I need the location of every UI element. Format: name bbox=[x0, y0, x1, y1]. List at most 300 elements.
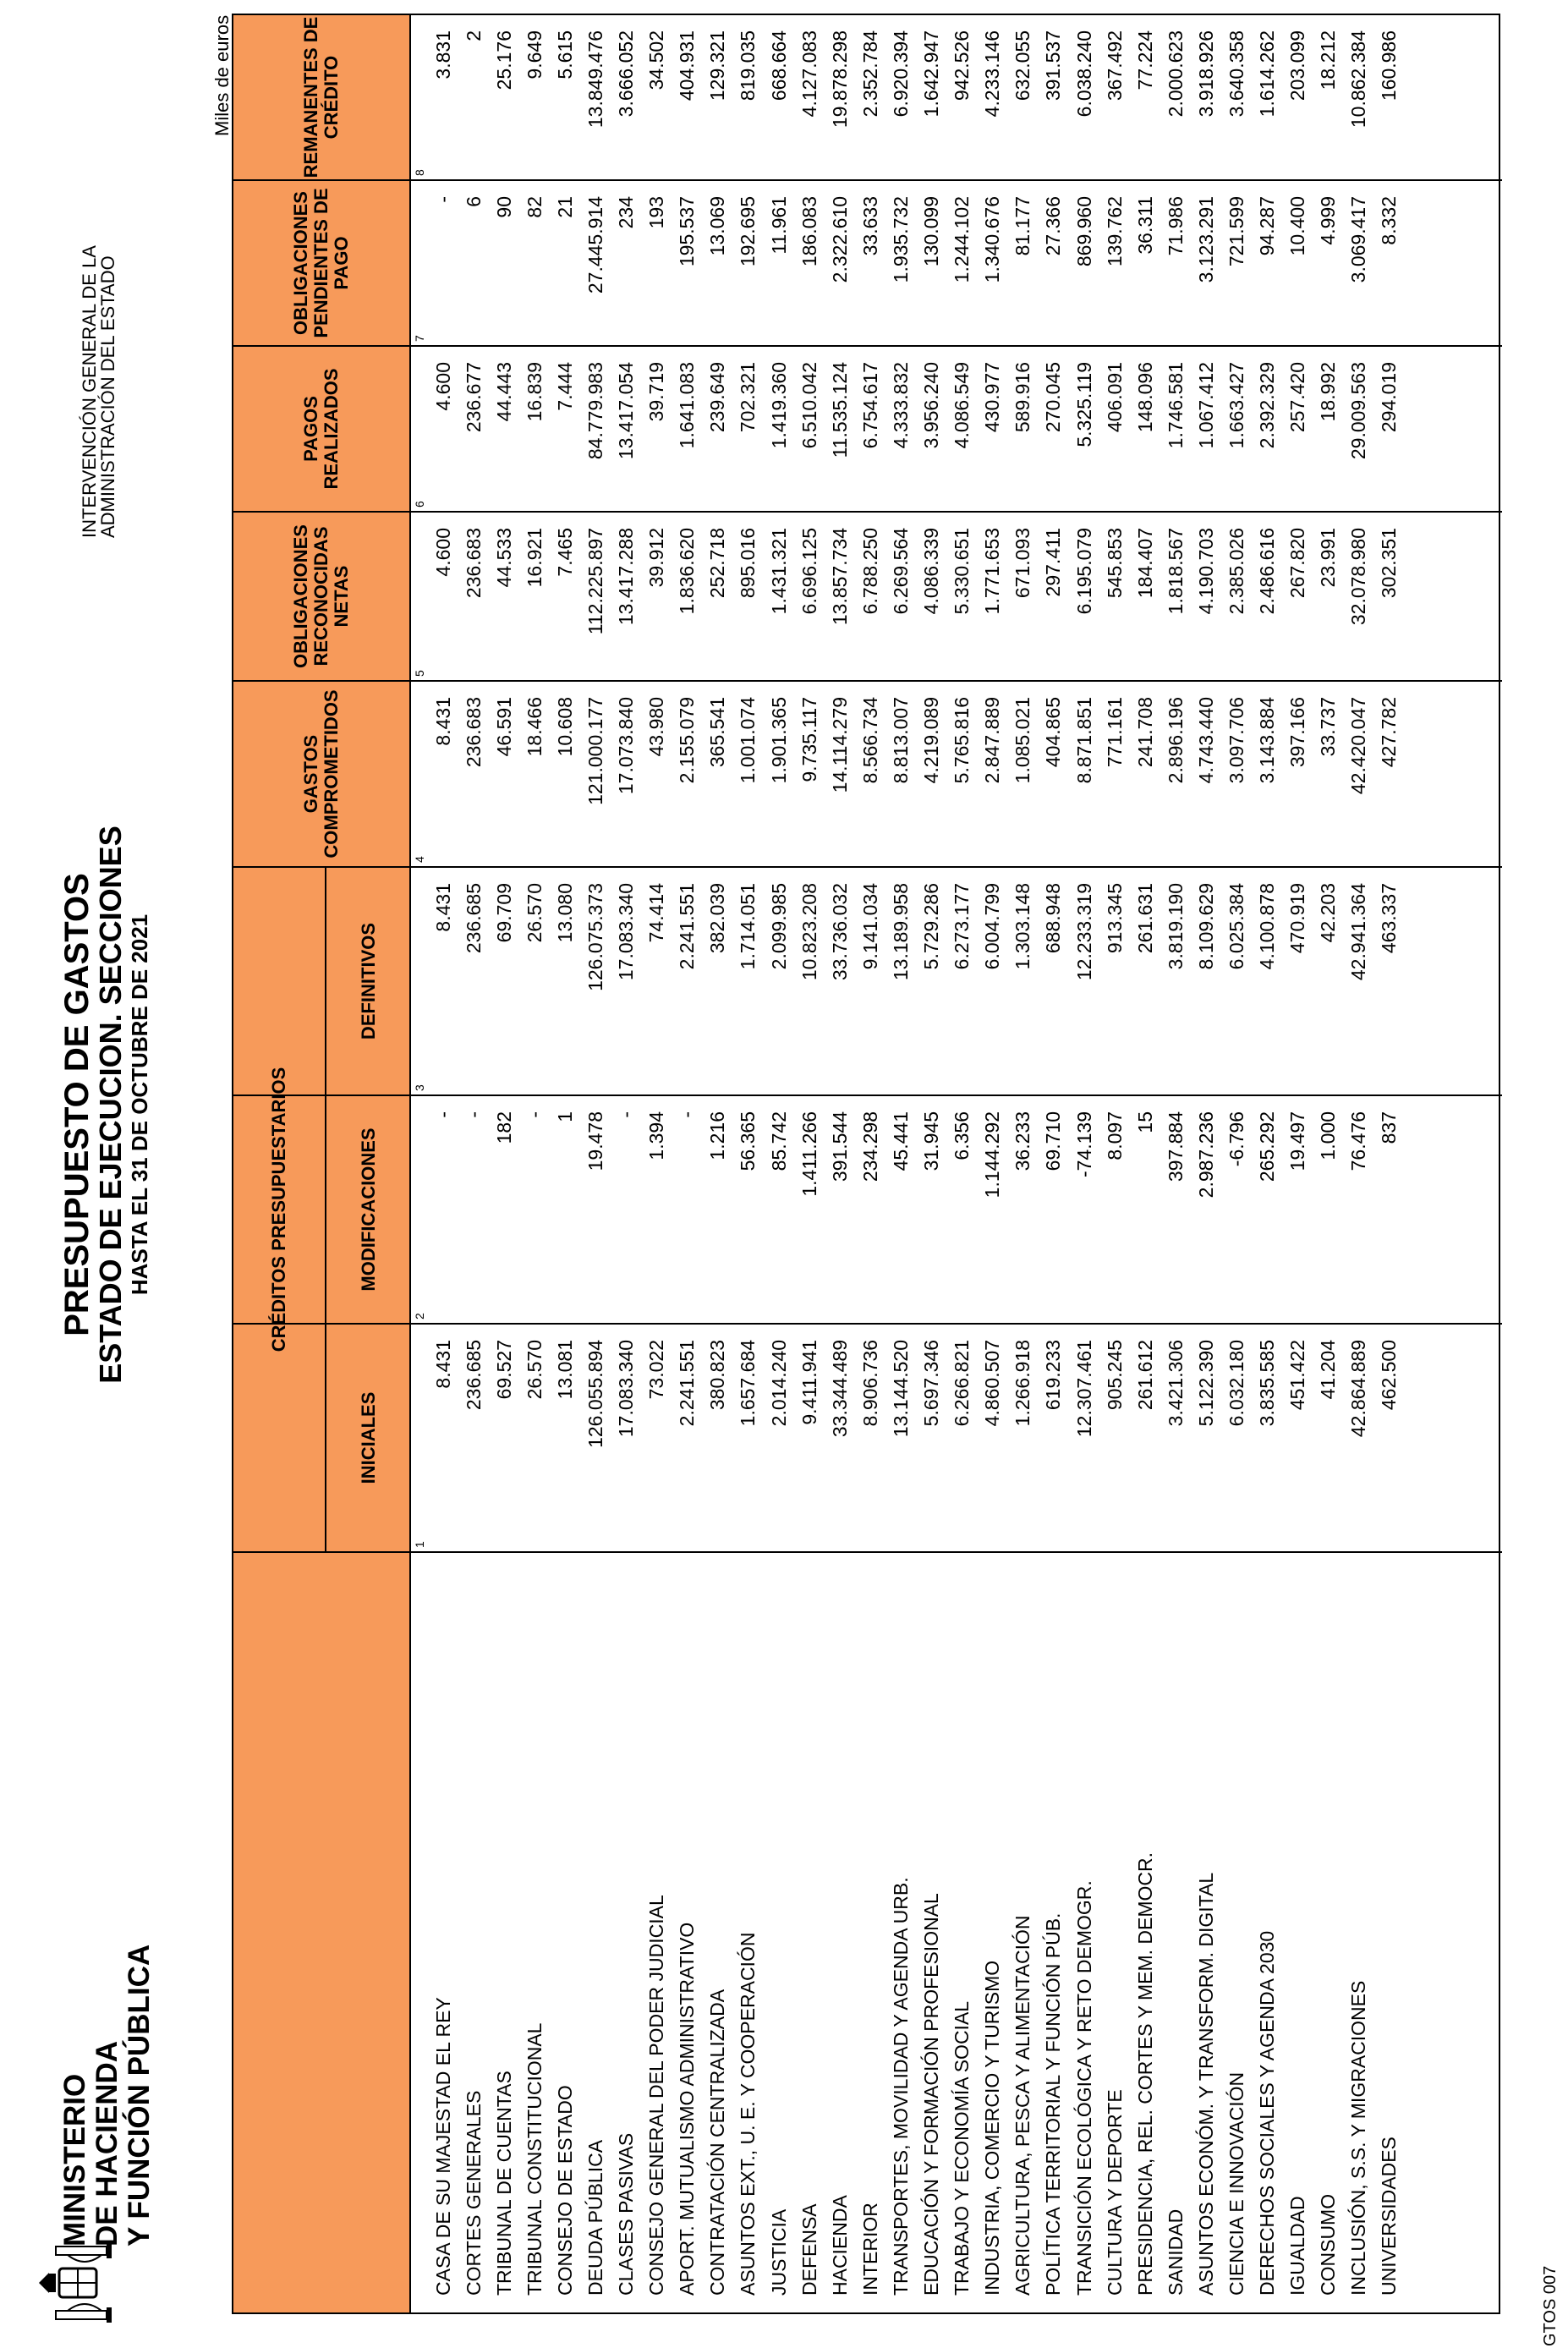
table-cell: 3.097.706 bbox=[1225, 697, 1247, 784]
section-name: HACIENDA bbox=[828, 2195, 851, 2296]
section-name: EDUCACIÓN Y FORMACIÓN PROFESIONAL bbox=[920, 1893, 943, 2296]
section-name: TRIBUNAL DE CUENTAS bbox=[492, 2071, 515, 2296]
table-cell: 2.322.610 bbox=[828, 196, 851, 283]
header-modificaciones: MODIFICACIONES bbox=[326, 1094, 411, 1323]
column-number: 8 bbox=[413, 169, 426, 176]
values-obligaciones-reconocidas bbox=[428, 513, 1405, 680]
table-cell: 1.836.620 bbox=[676, 528, 699, 615]
table-cell: 16.921 bbox=[523, 528, 546, 588]
table-cell: 44.533 bbox=[492, 528, 515, 588]
table-cell: 1.216 bbox=[706, 1111, 729, 1160]
section-name: CONSUMO bbox=[1317, 2193, 1340, 2296]
table-row bbox=[1221, 1553, 1252, 2312]
section-name: TRANSPORTES, MOVILIDAD Y AGENDA URB. bbox=[889, 1877, 912, 2296]
section-name-column bbox=[233, 1551, 1502, 2312]
table-cell: 2 bbox=[462, 30, 485, 41]
title-line-1: PRESUPUESTO DE GASTOS bbox=[58, 873, 96, 1336]
table-cell: - bbox=[523, 1111, 546, 1118]
table-cell: 267.820 bbox=[1286, 528, 1309, 599]
section-name: CONSEJO GENERAL DEL PODER JUDICIAL bbox=[645, 1895, 668, 2296]
table-row bbox=[1374, 1553, 1405, 2312]
section-name: IGUALDAD bbox=[1286, 2196, 1309, 2296]
table-cell: 391.544 bbox=[828, 1111, 851, 1182]
ministry-name bbox=[59, 1945, 156, 2247]
table-cell: 82 bbox=[523, 196, 546, 218]
header-iniciales: INICIALES bbox=[326, 1323, 411, 1551]
table-cell: 6.356 bbox=[951, 1111, 973, 1160]
table-cell: 427.782 bbox=[1378, 697, 1401, 768]
table-cell: 13.417.054 bbox=[615, 362, 638, 460]
table-cell: 8.871.851 bbox=[1072, 697, 1095, 784]
table-cell: 81.177 bbox=[1012, 196, 1034, 256]
section-name: DEFENSA bbox=[798, 2203, 820, 2296]
values-iniciales bbox=[428, 1325, 1405, 1551]
table-cell: 69.710 bbox=[1042, 1111, 1065, 1171]
table-cell: 42.864.889 bbox=[1347, 1340, 1370, 1438]
table-cell: 148.096 bbox=[1133, 362, 1156, 433]
table-cell: 3.918.926 bbox=[1194, 30, 1217, 118]
section-name: UNIVERSIDADES bbox=[1378, 2137, 1401, 2296]
table-row bbox=[947, 1553, 978, 2312]
table-cell: 41.204 bbox=[1317, 1340, 1340, 1400]
table-row bbox=[428, 1553, 458, 2312]
table-cell: 4.190.703 bbox=[1194, 528, 1217, 615]
table-cell: 589.916 bbox=[1012, 362, 1034, 433]
table-cell: 19.497 bbox=[1286, 1111, 1309, 1171]
table-cell: 121.000.177 bbox=[584, 697, 607, 805]
table-cell: 270.045 bbox=[1042, 362, 1065, 433]
column-number: 1 bbox=[413, 1541, 426, 1548]
table-cell: 44.443 bbox=[492, 362, 515, 422]
table-cell: 126.075.373 bbox=[584, 883, 607, 991]
table-cell: 193 bbox=[645, 196, 668, 229]
table-cell: 6.754.617 bbox=[858, 362, 881, 449]
table-cell: 4.219.089 bbox=[920, 697, 943, 784]
table-row bbox=[733, 1553, 764, 2312]
table-cell: 1.340.676 bbox=[981, 196, 1004, 283]
table-cell: 33.736.032 bbox=[828, 883, 851, 981]
table-cell: 239.649 bbox=[706, 362, 729, 433]
table-row bbox=[917, 1553, 947, 2312]
section-name: TRIBUNAL CONSTITUCIONAL bbox=[523, 2022, 546, 2296]
table-cell: 6.510.042 bbox=[798, 362, 820, 449]
table-cell: - bbox=[615, 1111, 638, 1118]
table-cell: 668.664 bbox=[767, 30, 790, 101]
table-cell: 9.735.117 bbox=[798, 697, 820, 782]
execution-table bbox=[232, 14, 1500, 2314]
table-row bbox=[825, 1553, 855, 2312]
table-cell: 33.344.489 bbox=[828, 1340, 851, 1438]
table-row bbox=[978, 1553, 1008, 2312]
table-cell: 126.055.894 bbox=[584, 1340, 607, 1448]
table-cell: 3.640.358 bbox=[1225, 30, 1247, 118]
table-cell: 4.860.507 bbox=[981, 1340, 1004, 1427]
header-pagos-realizados bbox=[233, 347, 411, 511]
table-cell: 25.176 bbox=[492, 30, 515, 91]
table-cell: 71.986 bbox=[1164, 196, 1187, 256]
table-cell: 34.502 bbox=[645, 30, 668, 91]
column-number: 7 bbox=[413, 335, 426, 342]
table-cell: 13.857.734 bbox=[828, 528, 851, 626]
table-cell: 236.683 bbox=[462, 528, 485, 599]
table-cell: 294.019 bbox=[1378, 362, 1401, 433]
table-cell: 1.818.567 bbox=[1164, 528, 1187, 615]
table-cell: 45.441 bbox=[889, 1111, 912, 1171]
section-name: CORTES GENERALES bbox=[462, 2090, 485, 2296]
table-cell: 18.212 bbox=[1317, 30, 1340, 91]
table-cell: 16.839 bbox=[523, 362, 546, 422]
table-cell: 2.987.236 bbox=[1194, 1111, 1217, 1199]
table-cell: 236.683 bbox=[462, 697, 485, 768]
section-name: TRABAJO Y ECONOMÍA SOCIAL bbox=[951, 2000, 973, 2296]
table-cell: 10.862.384 bbox=[1347, 30, 1370, 129]
table-cell: 6.273.177 bbox=[951, 883, 973, 970]
table-row bbox=[458, 1553, 489, 2312]
units-label: Miles de euros bbox=[211, 14, 233, 136]
table-cell: 6.269.564 bbox=[889, 528, 912, 615]
column-obligaciones-pendientes bbox=[233, 179, 1502, 345]
table-cell: 42.203 bbox=[1317, 883, 1340, 943]
coat-of-arms-icon bbox=[34, 2238, 135, 2331]
table-cell: 203.099 bbox=[1286, 30, 1309, 101]
table-cell: 6.195.079 bbox=[1072, 528, 1095, 615]
table-row bbox=[855, 1553, 885, 2312]
table-cell: 8.097 bbox=[1103, 1111, 1126, 1160]
table-cell: 186.083 bbox=[798, 196, 820, 267]
table-cell: 84.779.983 bbox=[584, 362, 607, 460]
table-cell: 46.591 bbox=[492, 697, 515, 757]
table-cell: 252.718 bbox=[706, 528, 729, 599]
table-cell: 470.919 bbox=[1286, 883, 1309, 954]
table-cell: 7.465 bbox=[553, 528, 576, 577]
table-cell: 11.535.124 bbox=[828, 362, 851, 458]
table-cell: 895.016 bbox=[737, 528, 759, 599]
table-cell: 69.709 bbox=[492, 883, 515, 943]
table-cell: 913.345 bbox=[1103, 883, 1126, 954]
table-cell: 18.466 bbox=[523, 697, 546, 757]
section-name: TRANSICIÓN ECOLÓGICA Y RETO DEMOGR. bbox=[1072, 1880, 1095, 2296]
header-label: REMANENTES DE CRÉDITO bbox=[300, 16, 342, 178]
section-name: CULTURA Y DEPORTE bbox=[1103, 2089, 1126, 2296]
table-row bbox=[519, 1553, 550, 2312]
column-number: 6 bbox=[413, 501, 426, 507]
table-cell: 2.241.551 bbox=[676, 883, 699, 970]
table-cell: 2.014.240 bbox=[767, 1340, 790, 1427]
table-cell: 2.896.196 bbox=[1164, 697, 1187, 784]
section-name: DEUDA PÚBLICA bbox=[584, 2139, 607, 2296]
ministry-line-3: Y FUNCIÓN PÚBLICA bbox=[123, 1944, 156, 2247]
table-cell: 619.233 bbox=[1042, 1340, 1065, 1411]
table-cell: 4.600 bbox=[431, 528, 454, 577]
table-cell: 4.600 bbox=[431, 362, 454, 411]
table-cell: 1.419.360 bbox=[767, 362, 790, 449]
table-row bbox=[1039, 1553, 1069, 2312]
table-cell: 11.961 bbox=[767, 196, 790, 255]
table-cell: 265.292 bbox=[1256, 1111, 1279, 1182]
table-cell: 6.004.799 bbox=[981, 883, 1004, 970]
table-cell: 8.332 bbox=[1378, 196, 1401, 245]
table-cell: 4.333.832 bbox=[889, 362, 912, 449]
table-cell: 5.330.651 bbox=[951, 528, 973, 615]
table-cell: 6.038.240 bbox=[1072, 30, 1095, 118]
column-definitivos bbox=[233, 866, 1502, 1094]
table-cell: 5.122.390 bbox=[1194, 1340, 1217, 1427]
header-label: GASTOS COMPROMETIDOS bbox=[300, 689, 342, 859]
section-name: AGRICULTURA, PESCA Y ALIMENTACIÓN bbox=[1012, 1915, 1034, 2296]
table-cell: 4.127.083 bbox=[798, 30, 820, 118]
table-cell: 2.392.329 bbox=[1256, 362, 1279, 449]
table-cell: 1.303.148 bbox=[1012, 883, 1034, 970]
table-cell: 771.161 bbox=[1103, 697, 1126, 768]
table-cell: 367.492 bbox=[1103, 30, 1126, 101]
table-row bbox=[550, 1553, 580, 2312]
column-number: 4 bbox=[413, 856, 426, 863]
table-cell: 1.642.947 bbox=[920, 30, 943, 118]
table-cell: 85.742 bbox=[767, 1111, 790, 1171]
column-modificaciones bbox=[233, 1094, 1502, 1323]
section-name: PRESIDENCIA, REL. CORTES Y MEM. DEMOCR. bbox=[1133, 1852, 1156, 2296]
table-cell: 9.411.941 bbox=[798, 1340, 820, 1425]
table-row bbox=[1253, 1553, 1283, 2312]
table-cell: 42.420.047 bbox=[1347, 697, 1370, 795]
table-cell: 6.696.125 bbox=[798, 528, 820, 615]
table-cell: 14.114.279 bbox=[828, 697, 851, 793]
table-cell: 2.241.551 bbox=[676, 1340, 699, 1427]
values-modificaciones bbox=[428, 1096, 1405, 1323]
table-cell: - bbox=[676, 1111, 699, 1118]
table-cell: 1.746.581 bbox=[1164, 362, 1187, 449]
table-cell: 545.853 bbox=[1103, 528, 1126, 599]
table-cell: 1.901.365 bbox=[767, 697, 790, 784]
table-cell: 27.445.914 bbox=[584, 196, 607, 294]
table-cell: 13.080 bbox=[553, 883, 576, 943]
table-row bbox=[1008, 1553, 1039, 2312]
table-cell: 391.537 bbox=[1042, 30, 1065, 101]
table-cell: 6.025.384 bbox=[1225, 883, 1247, 970]
table-cell: 36.233 bbox=[1012, 1111, 1034, 1171]
table-cell: 1.411.266 bbox=[798, 1111, 820, 1197]
table-cell: 8.566.734 bbox=[858, 697, 881, 784]
table-cell: 12.233.319 bbox=[1072, 883, 1095, 981]
table-cell: 819.035 bbox=[737, 30, 759, 101]
table-cell: 2.155.079 bbox=[676, 697, 699, 784]
table-cell: 1.244.102 bbox=[951, 196, 973, 283]
table-cell: 195.537 bbox=[676, 196, 699, 267]
table-cell: 1 bbox=[553, 1111, 576, 1122]
table-cell: 1.663.427 bbox=[1225, 362, 1247, 449]
table-cell: 1.266.918 bbox=[1012, 1340, 1034, 1427]
header-gastos-comprometidos bbox=[233, 682, 411, 866]
table-cell: 10.608 bbox=[553, 697, 576, 757]
column-gastos-comprometidos bbox=[233, 680, 1502, 866]
table-cell: 17.083.340 bbox=[615, 1340, 638, 1438]
values-obligaciones-pendientes bbox=[428, 181, 1405, 345]
section-name: INCLUSIÓN, S.S. Y MIGRACIONES bbox=[1347, 1980, 1370, 2296]
table-row bbox=[885, 1553, 916, 2312]
table-cell: 69.527 bbox=[492, 1340, 515, 1400]
values-pagos-realizados bbox=[428, 347, 1405, 511]
table-cell: 12.307.461 bbox=[1072, 1340, 1095, 1438]
table-row bbox=[794, 1553, 825, 2312]
title-line-2: ESTADO DE EJECUCION. SECCIONES bbox=[93, 826, 128, 1384]
table-cell: 5.729.286 bbox=[920, 883, 943, 970]
table-cell: 8.431 bbox=[431, 883, 454, 932]
section-name: CONSEJO DE ESTADO bbox=[553, 2085, 576, 2296]
column-iniciales bbox=[233, 1323, 1502, 1551]
table-cell: 15 bbox=[1133, 1111, 1156, 1133]
table-cell: 2.099.985 bbox=[767, 883, 790, 970]
header-definitivos: DEFINITIVOS bbox=[358, 922, 379, 1040]
table-cell: 236.685 bbox=[462, 1340, 485, 1411]
table-cell: 13.417.288 bbox=[615, 528, 638, 626]
table-cell: 13.081 bbox=[553, 1340, 576, 1400]
table-cell: 73.022 bbox=[645, 1340, 668, 1400]
table-cell: 36.311 bbox=[1133, 196, 1156, 255]
section-name: SANIDAD bbox=[1164, 2208, 1187, 2296]
section-name-list bbox=[428, 1553, 1405, 2312]
document-code: GTOS 007 bbox=[1541, 2265, 1560, 2346]
table-cell: 671.093 bbox=[1012, 528, 1034, 599]
table-cell: 302.351 bbox=[1378, 528, 1401, 599]
table-cell: 13.069 bbox=[706, 196, 729, 256]
table-cell: 3.421.306 bbox=[1164, 1340, 1187, 1427]
table-cell: 39.719 bbox=[645, 362, 668, 422]
table-cell: 112.225.897 bbox=[584, 528, 607, 635]
igae-line-1: INTERVENCIÓN GENERAL DE LA bbox=[79, 245, 100, 538]
table-cell: 1.085.021 bbox=[1012, 697, 1034, 784]
column-pagos-realizados bbox=[233, 345, 1502, 511]
table-cell: 1.641.083 bbox=[676, 362, 699, 449]
table-cell: 4.233.146 bbox=[981, 30, 1004, 118]
table-cell: 1.394 bbox=[645, 1111, 668, 1160]
table-cell: 19.878.298 bbox=[828, 30, 851, 129]
table-cell: 236.677 bbox=[462, 362, 485, 433]
header-remanentes-credito bbox=[233, 15, 411, 179]
table-cell: 8.109.629 bbox=[1194, 883, 1217, 970]
ministry-line-1: MINISTERIO bbox=[58, 2073, 91, 2247]
table-cell: 4.100.878 bbox=[1256, 883, 1279, 970]
table-cell: 397.884 bbox=[1164, 1111, 1187, 1182]
section-name: POLÍTICA TERRITORIAL Y FUNCIÓN PÚB. bbox=[1042, 1912, 1065, 2296]
table-cell: 8.431 bbox=[431, 1340, 454, 1389]
table-cell: -6.796 bbox=[1225, 1111, 1247, 1167]
table-row bbox=[1069, 1553, 1099, 2312]
table-cell: 942.526 bbox=[951, 30, 973, 101]
table-cell: - bbox=[431, 1111, 454, 1118]
table-cell: 1.000 bbox=[1317, 1111, 1340, 1160]
section-name: CASA DE SU MAJESTAD EL REY bbox=[431, 1997, 454, 2296]
table-cell: 4.999 bbox=[1317, 196, 1340, 245]
table-cell: 56.365 bbox=[737, 1111, 759, 1171]
table-cell: 380.823 bbox=[706, 1340, 729, 1411]
values-definitivos bbox=[428, 868, 1405, 1094]
table-cell: 3.123.291 bbox=[1194, 196, 1217, 283]
table-cell: - bbox=[431, 196, 454, 203]
table-cell: 1.657.684 bbox=[737, 1340, 759, 1427]
table-row bbox=[764, 1553, 794, 2312]
table-cell: 1.771.653 bbox=[981, 528, 1004, 615]
header-obligaciones-pendientes bbox=[233, 181, 411, 345]
table-cell: 18.992 bbox=[1317, 362, 1340, 422]
table-cell: 27.366 bbox=[1042, 196, 1065, 256]
table-cell: 6.788.250 bbox=[858, 528, 881, 615]
table-cell: 463.337 bbox=[1378, 883, 1401, 954]
column-number: 5 bbox=[413, 670, 426, 677]
table-cell: 6.032.180 bbox=[1225, 1340, 1247, 1427]
table-cell: 39.912 bbox=[645, 528, 668, 588]
table-cell: 406.091 bbox=[1103, 362, 1126, 433]
table-row bbox=[1344, 1553, 1374, 2312]
table-cell: 3.956.240 bbox=[920, 362, 943, 449]
section-name: CIENCIA E INNOVACIÓN bbox=[1225, 2071, 1247, 2296]
table-cell: 261.631 bbox=[1133, 883, 1156, 954]
table-cell: 4.743.440 bbox=[1194, 697, 1217, 784]
table-cell: 32.078.980 bbox=[1347, 528, 1370, 626]
table-cell: 13.189.958 bbox=[889, 883, 912, 981]
table-cell: 74.414 bbox=[645, 883, 668, 943]
table-row bbox=[1130, 1553, 1160, 2312]
table-cell: 182 bbox=[492, 1111, 515, 1144]
table-cell: 430.977 bbox=[981, 362, 1004, 433]
table-cell: 139.762 bbox=[1103, 196, 1126, 267]
table-row bbox=[1191, 1553, 1221, 2312]
table-cell: 5.765.816 bbox=[951, 697, 973, 784]
table-row bbox=[672, 1553, 703, 2312]
table-cell: 19.478 bbox=[584, 1111, 607, 1171]
table-cell: 234 bbox=[615, 196, 638, 229]
header-label: OBLIGACIONES RECONOCIDAS NETAS bbox=[290, 524, 352, 668]
section-name: ASUNTOS EXT., U. E. Y COOPERACIÓN bbox=[737, 1932, 759, 2296]
table-cell: 837 bbox=[1378, 1111, 1401, 1144]
table-cell: 76.476 bbox=[1347, 1111, 1370, 1171]
header-label: OBLIGACIONES PENDIENTES DE PAGO bbox=[290, 188, 352, 338]
table-cell: 4.086.339 bbox=[920, 528, 943, 615]
section-name: INTERIOR bbox=[858, 2203, 881, 2296]
credits-group-title: CRÉDITOS PRESUPUESTARIOS bbox=[233, 868, 326, 1551]
table-cell: 4.086.549 bbox=[951, 362, 973, 449]
table-cell: 43.980 bbox=[645, 697, 668, 757]
igae-label bbox=[80, 39, 118, 538]
table-cell: 3.143.884 bbox=[1256, 697, 1279, 784]
table-cell: 23.991 bbox=[1317, 528, 1340, 588]
table-cell: 3.835.585 bbox=[1256, 1340, 1279, 1427]
table-cell: 1.144.292 bbox=[981, 1111, 1004, 1199]
table-cell: 2.847.889 bbox=[981, 697, 1004, 784]
table-cell: 90 bbox=[492, 196, 515, 218]
table-row bbox=[580, 1553, 611, 2312]
table-cell: 77.224 bbox=[1133, 30, 1156, 91]
column-obligaciones-reconocidas bbox=[233, 511, 1502, 680]
section-name: JUSTICIA bbox=[767, 2208, 790, 2296]
ministry-line-2: DE HACIENDA bbox=[90, 2040, 123, 2247]
table-cell: 688.948 bbox=[1042, 883, 1065, 954]
section-header-cell bbox=[233, 1553, 411, 2312]
table-cell: 3.069.417 bbox=[1347, 196, 1370, 283]
table-cell: 1.935.732 bbox=[889, 196, 912, 283]
table-cell: 1.067.412 bbox=[1194, 362, 1217, 449]
table-cell: 1.714.051 bbox=[737, 883, 759, 970]
table-row bbox=[1160, 1553, 1191, 2312]
table-cell: 261.612 bbox=[1133, 1340, 1156, 1411]
table-row bbox=[703, 1553, 733, 2312]
table-row bbox=[1313, 1553, 1344, 2312]
table-cell: 234.298 bbox=[858, 1111, 881, 1182]
table-cell: 10.400 bbox=[1286, 196, 1309, 256]
table-cell: 21 bbox=[553, 196, 576, 218]
table-row bbox=[1099, 1553, 1130, 2312]
table-cell: 404.931 bbox=[676, 30, 699, 101]
table-cell: 404.865 bbox=[1042, 697, 1065, 768]
